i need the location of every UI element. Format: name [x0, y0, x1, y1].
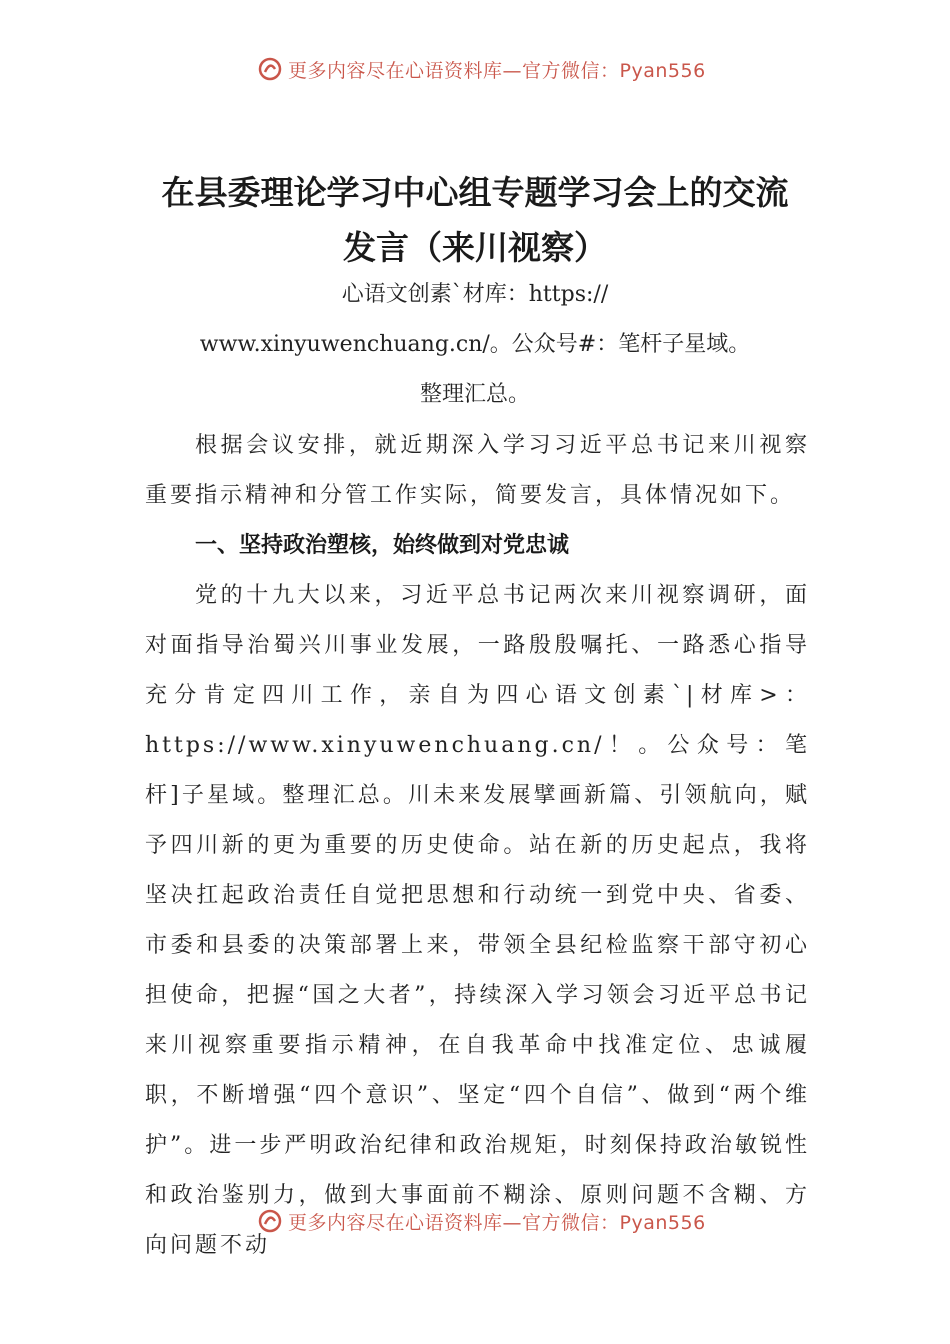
source-line: 整理汇总。 — [419, 382, 530, 407]
brand-logo-icon — [258, 1209, 282, 1233]
section-heading: 一、坚持政治塑核，始终做到对党忠诚 — [195, 533, 570, 558]
source-note — [140, 270, 810, 420]
source-line: 心语文创素`材库：https:// — [341, 282, 609, 307]
watermark-text: 更多内容尽在心语资料库—官方微信：Pyan556 — [288, 59, 706, 82]
document-title: 在县委理论学习中心组专题学习会上的交流发言（来川视察） — [161, 173, 789, 267]
brand-logo-icon — [258, 57, 282, 81]
watermark-text: 更多内容尽在心语资料库—官方微信：Pyan556 — [288, 1211, 706, 1234]
watermark-footer — [258, 1208, 778, 1234]
section-paragraph: 党的十九大以来，习近平总书记两次来川视察调研，面对面指导治蜀兴川事业发展，一路殷殷嘱托、一路悉心指导充分肯定四川工作，亲自为四心语文创素`|材库>：https://www.xinyuwenchuang.cn/！。公众号：笔杆]子星域。整理汇总。川未来发展擘画新篇、引领航向，赋予四川新的更为重要的历史使命。站在新的历史起点，我将坚决扛起政治责任自觉把思想和行动统一到党中央、省委、市委和县委的决策部署上来，带领全县纪检监察干部守初心担使命，把握“国之大者”，持续深入学习领会习近平总书记来川视察重要指示精神，在自我革命中找准定位、忠诚履职，不断增强“四个意识”、坚定“四个自信”、做到“两个维护”。进一步严明政治纪律和政治规矩，时刻保持政治敏锐性和政治鉴别力，做到大事面前不糊涂、原则问题不含糊、方向问题不动 — [145, 583, 810, 1258]
source-line: www.xinyuwenchuang.cn/。公众号#：笔杆子星域。 — [199, 332, 751, 357]
intro-paragraph: 根据会议安排，就近期深入学习习近平总书记来川视察重要指示精神和分管工作实际，简要发言，具体情况如下。 — [145, 433, 810, 508]
watermark-header — [258, 56, 778, 82]
